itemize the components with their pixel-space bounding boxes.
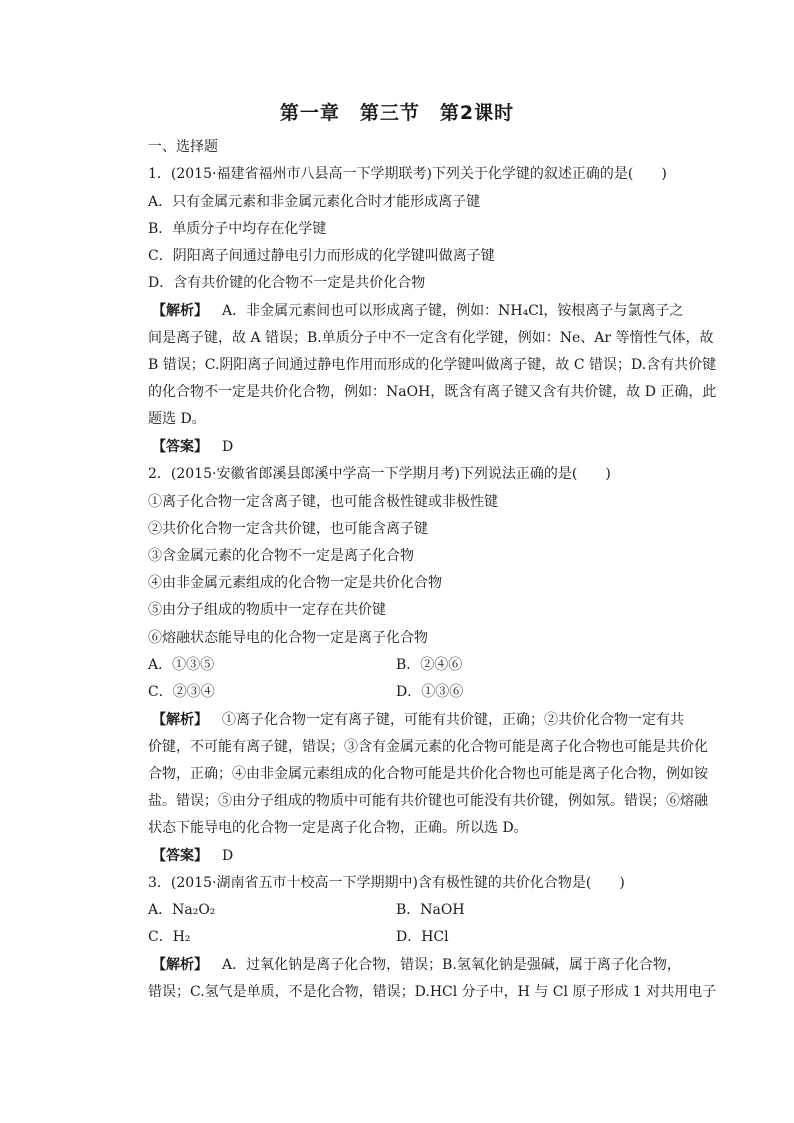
q2-option-b: B．②④⑥ — [396, 657, 463, 673]
q3-analysis-tag: 【解析】 — [152, 957, 208, 973]
q3-analysis-line-2: 错误；C.氢气是单质，不是化合物，错误；D.HCl 分子中，H 与 Cl 原子形成 1 对共用电子 — [148, 984, 717, 1000]
q2-option-d: D．①③⑥ — [396, 684, 464, 700]
q1-analysis-line-2: 间是离子键，故 A 错误；B.单质分子中不一定含有化学键，例如：Ne、Ar 等惰性气体，故 — [148, 330, 714, 346]
q3-option-b: B．NaOH — [396, 902, 465, 918]
page-title: 第一章 第三节 第2课时 — [279, 102, 515, 124]
q3-option-d: D．HCl — [396, 929, 449, 945]
q1-analysis-tag: 【解析】 — [152, 303, 208, 319]
q2-analysis-line-2: 价键，不可能有离子键，错误；③含有金属元素的化合物可能是离子化合物也可能是共价化 — [148, 739, 708, 755]
q2-answer-tag: 【答案】 — [152, 848, 208, 864]
q1-answer-tag: 【答案】 — [152, 439, 208, 455]
q2-statement-4: ④由非金属元素组成的化合物一定是共价化合物 — [148, 575, 442, 591]
q1-answer — [152, 438, 682, 456]
q2-statement-1: ①离子化合物一定含离子键，也可能含极性键或非极性键 — [148, 494, 498, 510]
q1-analysis-line-5: 题选 D。 — [148, 411, 206, 427]
q2-statement-6: ⑥熔融状态能导电的化合物一定是离子化合物 — [148, 630, 428, 646]
q2-analysis-line-5: 状态下能导电的化合物一定是离子化合物，正确。所以选 D。 — [148, 820, 528, 836]
q2-answer — [152, 847, 682, 865]
q2-statement-2: ②共价化合物一定含共价键，也可能含离子键 — [148, 521, 428, 537]
q1-option-b: B．单质分子中均存在化学键 — [148, 221, 327, 237]
q2-statement-3: ③含金属元素的化合物不一定是离子化合物 — [148, 548, 414, 564]
q2-option-a: A．①③⑤ — [148, 657, 215, 673]
q2-analysis-tag: 【解析】 — [152, 712, 208, 728]
q2-analysis-line-1: 【解析】 ①离子化合物一定有离子键，可能有共价键，正确；②共价化合物一定有共 — [152, 712, 684, 728]
section-heading: 一、选择题 — [148, 139, 218, 155]
q3-option-a: A．Na₂O₂ — [148, 902, 216, 918]
q1-option-a: A．只有金属元素和非金属元素化合时才能形成离子键 — [148, 194, 481, 210]
q2-answer-value: D — [222, 848, 234, 864]
q2-stem: 2．(2015·安徽省郎溪县郎溪中学高一下学期月考)下列说法正确的是( ) — [148, 466, 611, 482]
q3-analysis-line-1: 【解析】 A．过氧化钠是离子化合物，错误；B.氢氧化钠是强碱，属于离子化合物， — [152, 957, 681, 973]
q1-option-c: C．阴阳离子间通过静电引力而形成的化学键叫做离子键 — [148, 248, 495, 264]
q2-option-c: C．②③④ — [148, 684, 215, 700]
q1-stem: 1．(2015·福建省福州市八县高一下学期联考)下列关于化学键的叙述正确的是( ) — [148, 166, 667, 182]
q2-analysis-line-3: 合物，正确；④由非金属元素组成的化合物可能是共价化合物也可能是离子化合物，例如铵 — [148, 766, 708, 782]
q1-option-d: D．含有共价键的化合物不一定是共价化合物 — [148, 275, 426, 291]
q1-answer-value: D — [222, 439, 234, 455]
q1-analysis-line-4: 的化合物不一定是共价化合物，例如：NaOH，既含有离子键又含有共价键，故 D 正确，此 — [148, 384, 717, 400]
q3-option-c: C．H₂ — [148, 929, 191, 945]
q1-analysis-line-1: 【解析】 A．非金属元素间也可以形成离子键，例如：NH₄Cl，铵根离子与氯离子之 — [152, 303, 684, 319]
q2-statement-5: ⑤由分子组成的物质中一定存在共价键 — [148, 602, 386, 618]
q2-analysis-line-4: 盐。错误；⑤由分子组成的物质中可能有共价键也可能没有共价键，例如氖。错误；⑥熔融 — [148, 793, 708, 809]
q1-analysis-line-3: B 错误；C.阴阳离子间通过静电作用而形成的化学键叫做离子键，故 C 错误；D.含有共价键 — [148, 357, 717, 373]
q3-stem: 3．(2015·湖南省五市十校高一下学期期中)含有极性键的共价化合物是( ) — [148, 875, 625, 891]
